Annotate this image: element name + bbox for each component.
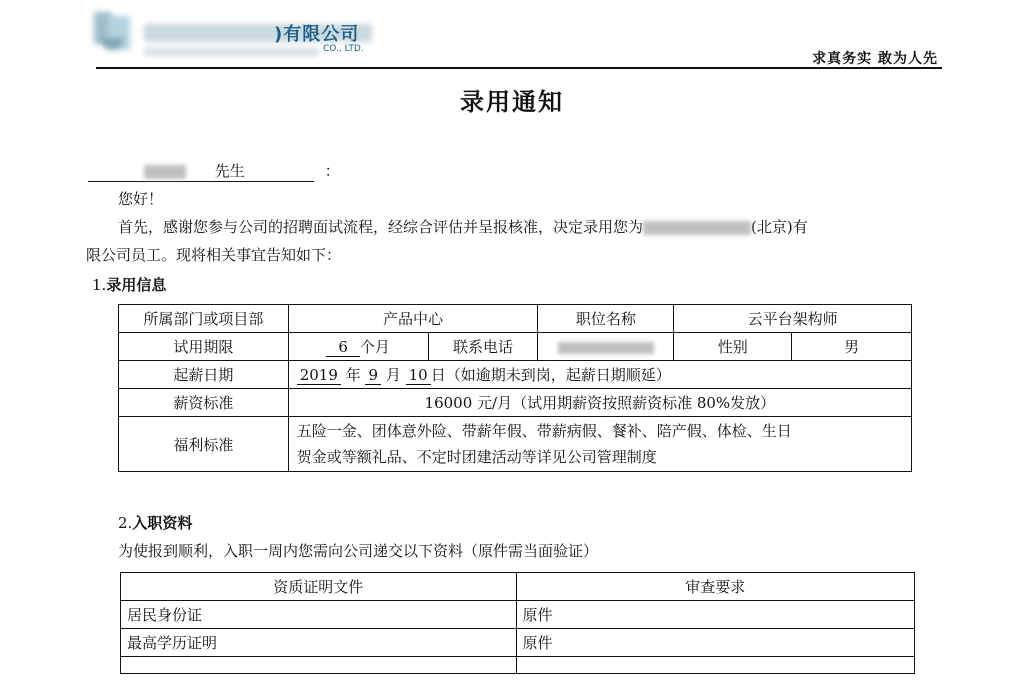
doc-name: 居民身份证	[121, 601, 517, 629]
probation-label: 试用期限	[119, 333, 289, 361]
gender-value: 男	[792, 333, 912, 361]
start-year: 2019	[297, 366, 341, 385]
table-row	[119, 305, 912, 333]
intro-line-1-end: (北京)有	[751, 218, 808, 236]
salary-value: 16000 元/月（试用期薪资按照薪资标准 80%发放）	[288, 389, 911, 417]
dept-value: 产品中心	[288, 305, 538, 333]
salary-label: 薪资标准	[119, 389, 289, 417]
benefits-line-1: 五险一金、团体意外险、带薪年假、带薪病假、餐补、陪产假、体检、生日	[296, 422, 792, 440]
table-row	[119, 389, 912, 417]
offer-info-table	[118, 304, 912, 472]
section-1-heading	[92, 274, 166, 295]
section-1-title: 录用信息	[106, 276, 167, 294]
doc-name: 最高学历证明	[121, 629, 517, 657]
probation-value	[288, 333, 428, 361]
start-date-label: 起薪日期	[119, 361, 289, 389]
documents-table	[120, 572, 915, 674]
phone-value	[538, 333, 674, 361]
company-motto: 求真务实 敢为人先	[812, 51, 938, 67]
company-name-suffix: )有限公司	[274, 24, 360, 45]
company-logo	[88, 10, 378, 60]
intro-line-1-start: 首先，感谢您参与公司的招聘面试流程，经综合评估并呈报核准，决定录用您为	[118, 218, 644, 236]
salutation-colon: ：	[324, 162, 340, 180]
probation-num: 6	[326, 338, 360, 357]
logo-mark-icon	[94, 12, 130, 52]
start-day: 10	[406, 366, 431, 385]
salutation	[88, 160, 340, 182]
section-2-title: 入职资料	[132, 514, 193, 532]
greeting: 您好！	[118, 190, 164, 208]
benefits-value	[288, 417, 911, 472]
redacted-company-en-name	[144, 48, 319, 56]
table-row	[121, 657, 915, 674]
start-note: （如逾期未到岗，起薪日期顺延）	[445, 366, 671, 384]
salutation-title: 先生	[214, 162, 245, 180]
start-month: 9	[365, 366, 381, 385]
company-en-suffix: CO., LTD.	[323, 44, 364, 54]
redacted-phone	[558, 342, 654, 354]
table-row	[119, 333, 912, 361]
phone-label: 联系电话	[428, 333, 538, 361]
year-char: 年	[345, 366, 361, 384]
benefits-label: 福利标准	[119, 417, 289, 472]
intro-line-1	[118, 216, 808, 237]
doc-requirement: 原件	[516, 629, 915, 657]
docs-header-file: 资质证明文件	[121, 573, 517, 601]
section-2-number: 2.	[118, 514, 133, 532]
redacted-company	[643, 221, 751, 235]
probation-unit: 个月	[359, 338, 390, 356]
redacted-name	[144, 165, 186, 179]
intro-line-2: 限公司员工。现将相关事宜告知如下：	[86, 246, 342, 264]
header-divider	[96, 67, 942, 69]
doc-requirement: 原件	[516, 601, 915, 629]
benefits-line-2: 贺金或等额礼品、不定时团建活动等详见公司管理制度	[296, 448, 657, 466]
docs-header-requirement: 审查要求	[516, 573, 915, 601]
table-row	[119, 361, 912, 389]
section-2-intro: 为使报到顺利，入职一周内您需向公司递交以下资料（原件需当面验证）	[118, 542, 599, 560]
table-row	[119, 417, 912, 472]
table-row	[121, 601, 915, 629]
month-char: 月	[385, 366, 401, 384]
gender-label: 性别	[674, 333, 792, 361]
start-date-value	[288, 361, 911, 389]
section-2-heading	[118, 512, 192, 533]
table-row	[121, 629, 915, 657]
section-1-number: 1.	[92, 276, 107, 294]
table-header-row	[121, 573, 915, 601]
day-char: 日	[430, 366, 446, 384]
dept-label: 所属部门或项目部	[119, 305, 289, 333]
document-title: 录用通知	[460, 88, 564, 116]
position-label: 职位名称	[538, 305, 674, 333]
position-value: 云平台架构师	[674, 305, 912, 333]
